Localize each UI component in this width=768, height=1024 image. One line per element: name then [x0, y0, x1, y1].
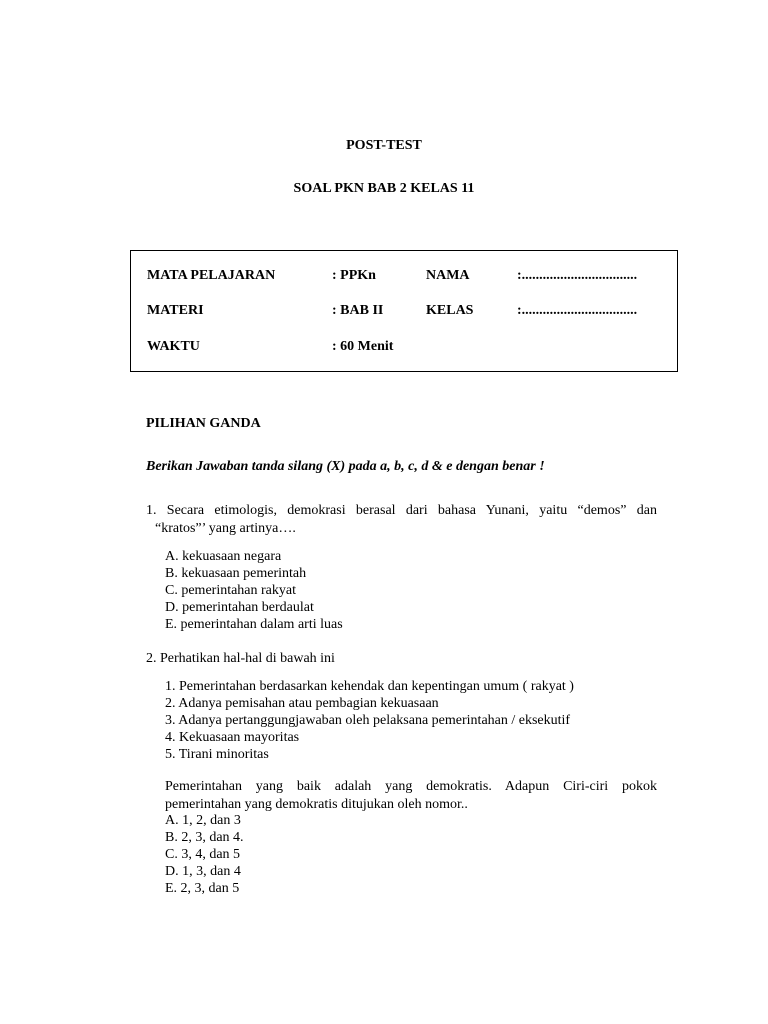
- question-2-stem-line-2: pemerintahan yang demokratis ditujukan oleh nomor..: [165, 797, 468, 812]
- question-2-stem-line-1: Pemerintahan yang baik adalah yang demokratis. Adapun Ciri-ciri pokok: [165, 779, 657, 794]
- option-c[interactable]: C. pemerintahan rakyat: [165, 583, 297, 598]
- material-label: MATERI: [147, 303, 204, 318]
- option-b[interactable]: B. kekuasaan pemerintah: [165, 566, 307, 581]
- question-1-options: [165, 548, 343, 633]
- time-label: WAKTU: [147, 339, 200, 354]
- statement-2: 2. Adanya pemisahan atau pembagian kekuasaan: [165, 696, 439, 711]
- question-1-line-2: “kratos”’ yang artinya….: [155, 521, 296, 536]
- class-field: :.................................: [517, 303, 638, 318]
- statement-4: 4. Kekuasaan mayoritas: [165, 730, 300, 745]
- option-b[interactable]: B. 2, 3, dan 4.: [165, 830, 244, 845]
- option-d[interactable]: D. pemerintahan berdaulat: [165, 600, 314, 615]
- question-2-statements: [165, 678, 574, 763]
- option-e[interactable]: E. pemerintahan dalam arti luas: [165, 617, 343, 632]
- instruction-text: Berikan Jawaban tanda silang (X) pada a, b, c, d & e dengan benar !: [146, 459, 545, 474]
- page-title: POST-TEST: [346, 138, 422, 153]
- subject-label: MATA PELAJARAN: [147, 268, 276, 283]
- time-value: : 60 Menit: [332, 339, 394, 354]
- subject-value: : PPKn: [332, 268, 376, 283]
- option-a[interactable]: A. kekuasaan negara: [165, 549, 282, 564]
- name-label: NAMA: [426, 268, 470, 283]
- section-title: PILIHAN GANDA: [146, 416, 261, 431]
- option-a[interactable]: A. 1, 2, dan 3: [165, 813, 241, 828]
- statement-3: 3. Adanya pertanggungjawaban oleh pelaksana pemerintahan / eksekutif: [165, 713, 571, 728]
- option-e[interactable]: E. 2, 3, dan 5: [165, 881, 240, 896]
- statement-5: 5. Tirani minoritas: [165, 747, 269, 762]
- question-2-line-1: 2. Perhatikan hal-hal di bawah ini: [146, 651, 335, 666]
- option-c[interactable]: C. 3, 4, dan 5: [165, 847, 241, 862]
- question-2-options: [165, 812, 244, 897]
- option-d[interactable]: D. 1, 3, dan 4: [165, 864, 241, 879]
- material-value: : BAB II: [332, 303, 384, 318]
- class-label: KELAS: [426, 303, 474, 318]
- name-field: :.................................: [517, 268, 638, 283]
- page-subtitle: SOAL PKN BAB 2 KELAS 11: [293, 181, 475, 196]
- statement-1: 1. Pemerintahan berdasarkan kehendak dan kepentingan umum ( rakyat ): [165, 679, 574, 694]
- question-1-line-1: 1. Secara etimologis, demokrasi berasal dari bahasa Yunani, yaitu “demos” dan: [146, 503, 657, 518]
